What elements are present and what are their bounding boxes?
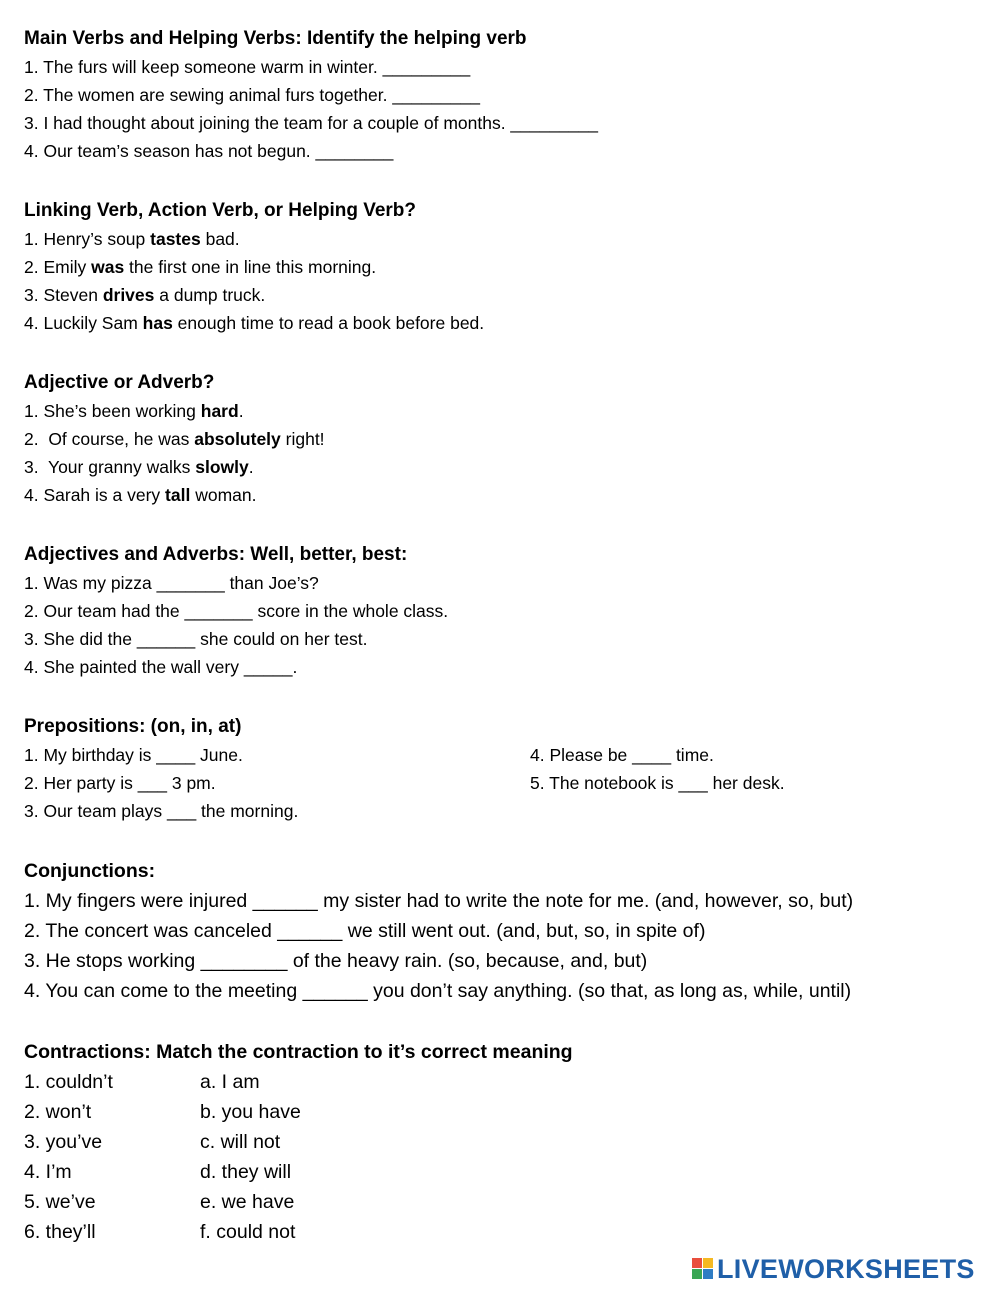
section-title: Contractions: Match the contraction to it’s correct meaning xyxy=(24,1041,573,1063)
question-line: 4. She painted the wall very _____. xyxy=(24,657,298,677)
section-title: Prepositions: (on, in, at) xyxy=(24,716,242,737)
question-line: 1. Was my pizza _______ than Joe’s? xyxy=(24,573,319,593)
liveworksheets-logo-icon xyxy=(692,1258,714,1280)
target-word: was xyxy=(91,257,125,277)
target-word: tall xyxy=(165,485,191,505)
section-conjunctions xyxy=(24,856,964,1006)
match-row xyxy=(24,1157,964,1187)
question-line: 2. Our team had the _______ score in the whole class. xyxy=(24,601,449,621)
match-row xyxy=(24,1127,964,1157)
section-main-helping-verbs xyxy=(24,25,964,165)
question-line: 4. Please be ____ time. xyxy=(530,745,714,765)
target-word: tastes xyxy=(150,229,201,249)
question-line: 1. She’s been working hard. xyxy=(24,401,244,421)
section-prepositions xyxy=(24,713,964,825)
meaning-item: b. you have xyxy=(200,1101,301,1124)
logo-square xyxy=(692,1269,702,1279)
question-row xyxy=(24,741,964,769)
meaning-item: f. could not xyxy=(200,1221,296,1244)
question-row xyxy=(24,769,964,797)
meaning-item: d. they will xyxy=(200,1161,292,1184)
section-adjective-or-adverb xyxy=(24,369,964,509)
target-word: absolutely xyxy=(194,429,281,449)
question-line: 2. The concert was canceled ______ we still went out. (and, but, so, in spite of) xyxy=(24,920,706,942)
question-line: 5. The notebook is ___ her desk. xyxy=(530,773,785,793)
section-title: Main Verbs and Helping Verbs: Identify the helping verb xyxy=(24,28,527,49)
match-row xyxy=(24,1187,964,1217)
target-word: slowly xyxy=(195,457,249,477)
question-line: 2. The women are sewing animal furs together. _________ xyxy=(24,85,480,105)
logo-square xyxy=(692,1258,702,1268)
meaning-item: c. will not xyxy=(200,1131,281,1154)
question-line: 1. Henry’s soup tastes bad. xyxy=(24,229,240,249)
section-title: Adjective or Adverb? xyxy=(24,372,215,393)
contraction-item: 1. couldn’t xyxy=(24,1071,113,1093)
match-row xyxy=(24,1067,964,1097)
question-line: 4. Our team’s season has not begun. ________ xyxy=(24,141,394,161)
question-row xyxy=(24,797,964,825)
question-line: 3. Steven drives a dump truck. xyxy=(24,285,266,305)
question-line: 1. The furs will keep someone warm in winter. _________ xyxy=(24,57,471,77)
meaning-item: a. I am xyxy=(200,1071,260,1093)
question-line: 4. Luckily Sam has enough time to read a book before bed. xyxy=(24,313,485,333)
target-word: drives xyxy=(102,285,155,305)
question-line: 3. Your granny walks slowly. xyxy=(24,457,254,477)
section-linking-action-helping xyxy=(24,197,964,337)
target-word: hard xyxy=(200,401,239,421)
contraction-item: 3. you’ve xyxy=(24,1131,103,1154)
section-title: Linking Verb, Action Verb, or Helping Verb? xyxy=(24,200,417,221)
contraction-item: 2. won’t xyxy=(24,1101,92,1124)
question-line: 3. I had thought about joining the team for a couple of months. _________ xyxy=(24,113,599,133)
logo-square xyxy=(703,1258,713,1268)
question-line: 2. Of course, he was absolutely right! xyxy=(24,429,325,449)
meaning-item: e. we have xyxy=(200,1191,295,1214)
logo-text: LIVEWORKSHEETS xyxy=(717,1253,975,1284)
section-title: Conjunctions: xyxy=(24,860,156,882)
question-line: 3. She did the ______ she could on her test. xyxy=(24,629,368,649)
section-title: Adjectives and Adverbs: Well, better, best: xyxy=(24,544,408,565)
contraction-item: 4. I’m xyxy=(24,1161,72,1184)
match-row xyxy=(24,1097,964,1127)
question-line: 2. Her party is ___ 3 pm. xyxy=(24,773,216,793)
question-line: 4. Sarah is a very tall woman. xyxy=(24,485,257,505)
liveworksheets-logo xyxy=(692,1252,975,1286)
question-line: 2. Emily was the first one in line this morning. xyxy=(24,257,377,277)
section-well-better-best xyxy=(24,541,964,681)
question-line: 1. My fingers were injured ______ my sister had to write the note for me. (and, however, so, but) xyxy=(24,890,854,912)
question-line: 1. My birthday is ____ June. xyxy=(24,745,243,765)
question-line: 3. He stops working ________ of the heavy rain. (so, because, and, but) xyxy=(24,950,648,972)
logo-square xyxy=(703,1269,713,1279)
target-word: has xyxy=(142,313,173,333)
question-line: 4. You can come to the meeting ______ you don’t say anything. (so that, as long as, while, until) xyxy=(24,980,852,1002)
contraction-item: 5. we’ve xyxy=(24,1191,96,1214)
question-line: 3. Our team plays ___ the morning. xyxy=(24,801,299,821)
match-row xyxy=(24,1217,964,1247)
contraction-item: 6. they’ll xyxy=(24,1221,96,1244)
section-contractions xyxy=(24,1037,964,1248)
